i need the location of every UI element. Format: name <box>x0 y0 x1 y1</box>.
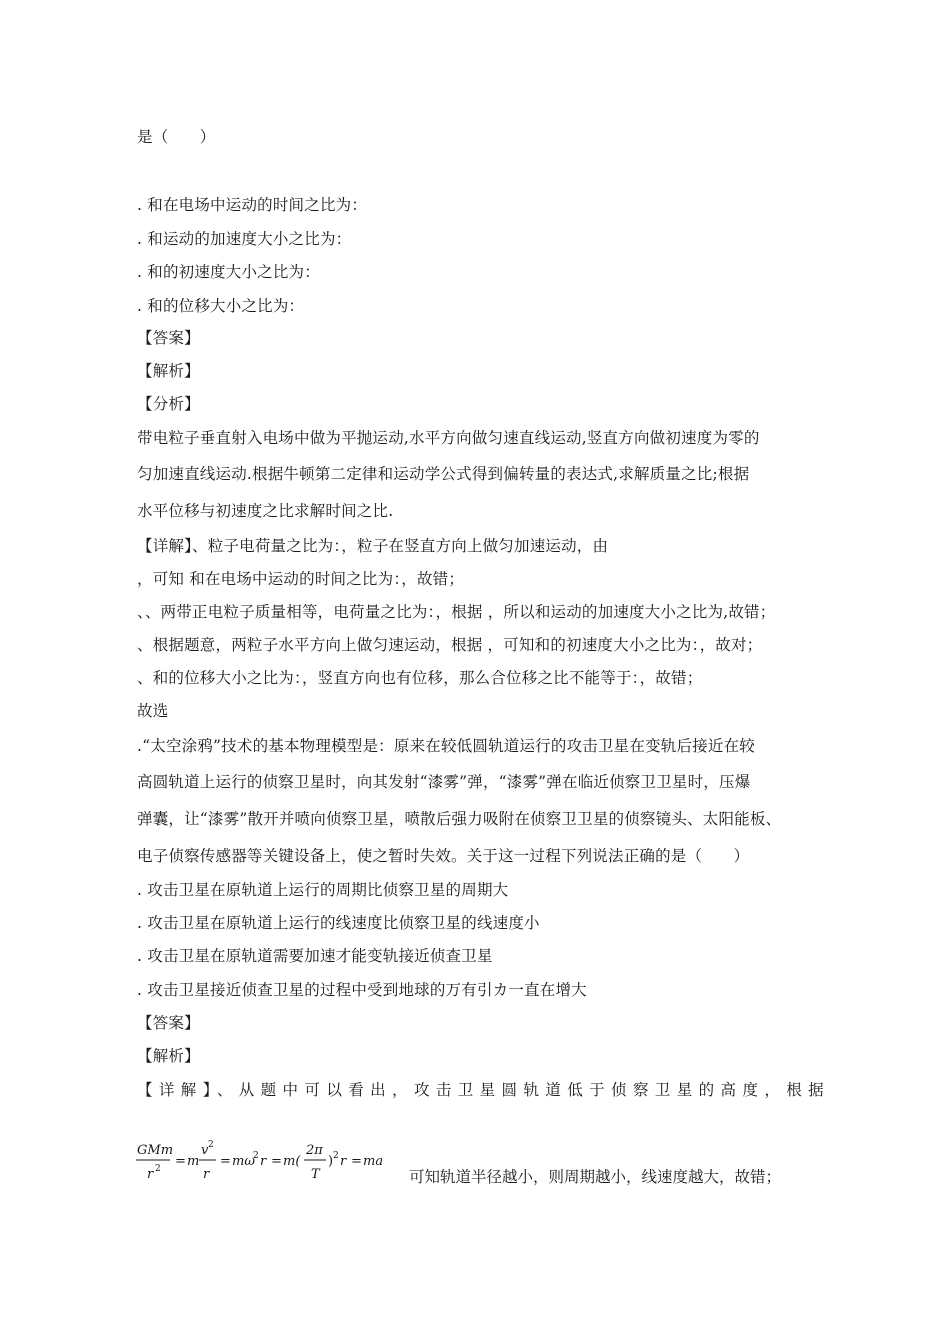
formula-m-1: m <box>187 1154 200 1169</box>
detail-line-2: ，可知 和在电场中运动的时间之比为：，故错； <box>137 570 465 588</box>
option-a: . 和在电场中运动的时间之比为： <box>137 196 368 214</box>
fenxi-paragraph-line-1: 带电粒子垂直射入电场中做为平抛运动,水平方向做匀速直线运动,竖直方向做初速度为零的 <box>137 429 760 447</box>
question-2-line-2: 高圆轨道上运行的侦察卫星时，向其发射“漆雾”弹，“漆雾”弹在临近侦察卫卫星时，压爆 <box>137 773 751 791</box>
formula-equals-1: = <box>175 1154 186 1169</box>
formula-f1-exponent: 2 <box>155 1164 161 1174</box>
formula-ma: ma <box>363 1154 384 1169</box>
question-2-option-b: . 攻击卫星在原轨道上运行的线速度比侦察卫星的线速度小 <box>137 914 540 932</box>
fenxi-heading: 【分析】 <box>137 395 200 413</box>
question-2-analysis-heading: 【解析】 <box>137 1047 200 1065</box>
formula-r-2: r <box>340 1154 347 1169</box>
option-d: . 和的位移大小之比为： <box>137 297 305 315</box>
detail-line-1: 【详解】、粒子电荷量之比为：，粒子在竖直方向上做匀加速运动，由 <box>137 537 609 555</box>
formula-omega-exponent: 2 <box>253 1151 259 1161</box>
formula-equals-4: = <box>351 1154 362 1169</box>
question-2-option-c: . 攻击卫星在原轨道需要加速才能变轨接近侦查卫星 <box>137 947 493 965</box>
question-2-option-a: . 攻击卫星在原轨道上运行的周期比侦察卫星的周期大 <box>137 881 509 899</box>
formula-m-paren: m( <box>283 1154 301 1169</box>
question-2-line-3: 弹囊，让“漆雾”散开并喷向侦察卫星，喷散后强力吸附在侦察卫卫星的侦察镜头、太阳能板、 <box>137 810 782 828</box>
option-c: . 和的初速度大小之比为： <box>137 263 320 281</box>
formula-m-omega: mω <box>232 1154 255 1169</box>
formula-f3-denominator: T <box>311 1167 320 1182</box>
formula-f2-exponent: 2 <box>208 1140 214 1150</box>
choice-line: 故选 <box>137 702 169 720</box>
formula-f2-denominator: r <box>203 1167 210 1182</box>
formula-paren-exponent: 2 <box>333 1151 339 1161</box>
formula-f3-numerator: 2π <box>306 1143 323 1158</box>
answer-heading: 【答案】 <box>137 329 200 347</box>
question-stem-tail: 是（ ） <box>137 128 216 146</box>
formula-f2-numerator: v <box>201 1143 209 1158</box>
detail-line-5: 、和的位移大小之比为：，竖直方向也有位移，那么合位移之比不能等于：，故错； <box>137 669 703 687</box>
formula-graphic <box>134 1138 404 1188</box>
formula-paren-close: ) <box>328 1154 334 1169</box>
detail-line-4: 、根据题意，两粒子水平方向上做匀速运动，根据 ，可知和的初速度大小之比为：，故对； <box>137 636 763 654</box>
fenxi-paragraph-line-3: 水平位移与初速度之比求解时间之比. <box>137 502 394 520</box>
question-2-line-1: .“太空涂鸦”技术的基本物理模型是：原来在较低圆轨道运行的攻击卫星在变轨后接近在较 <box>137 737 755 755</box>
analysis-heading: 【解析】 <box>137 362 200 380</box>
formula-equals-3: = <box>271 1154 282 1169</box>
question-2-answer-heading: 【答案】 <box>137 1014 200 1032</box>
gravitation-formula <box>134 1138 404 1188</box>
question-2-detail-line-1: 【详解】、从题中可以看出，攻击卫星圆轨道低于侦察卫星的高度，根据 <box>137 1081 831 1099</box>
question-2-option-d: . 攻击卫星接近侦查卫星的过程中受到地球的万有引カ一直在增大 <box>137 981 587 999</box>
fenxi-paragraph-line-2: 匀加速直线运动.根据牛顿第二定律和运动学公式得到偏转量的表达式,求解质量之比;根据 <box>137 465 750 483</box>
formula-conclusion: 可知轨道半径越小，则周期越小，线速度越大，故错； <box>409 1168 782 1186</box>
formula-f1-numerator: GMm <box>137 1143 174 1158</box>
formula-equals-2: = <box>220 1154 231 1169</box>
formula-r-1: r <box>260 1154 267 1169</box>
formula-f1-denominator: r <box>147 1167 154 1182</box>
option-b: . 和运动的加速度大小之比为： <box>137 230 352 248</box>
question-2-line-4: 电子侦察传感器等关键设备上，使之暂时失效。关于这一过程下列说法正确的是（ ） <box>137 847 750 865</box>
detail-line-3: 、、两带正电粒子质量相等，电荷量之比为：，根据 ，所以和运动的加速度大小之比为,故错； <box>137 603 776 621</box>
